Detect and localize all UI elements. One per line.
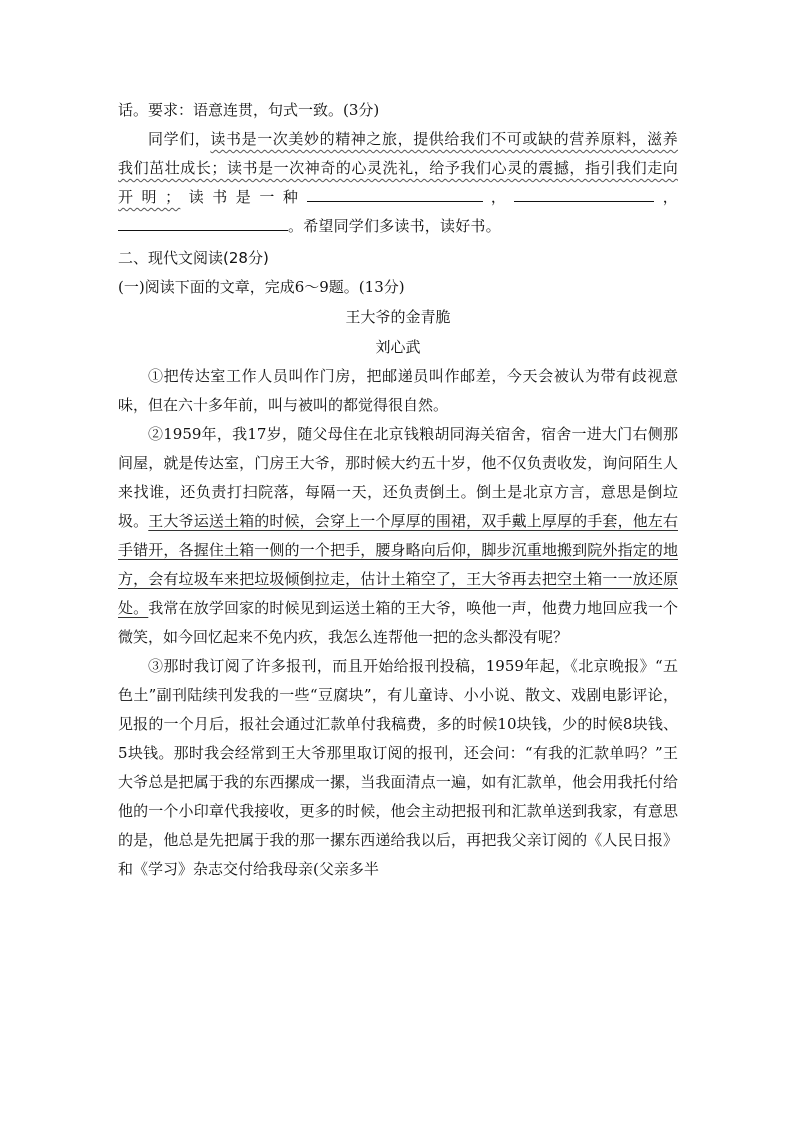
q5-lead: 同学们， xyxy=(148,130,211,148)
page-content xyxy=(118,96,678,884)
paragraph-2-opening: ②1959年，我17岁，随父母住在北京钱粮胡同海关宿舍，宿舍一进大门右侧那间屋，就是传达室，门房王大爷，那时候大约五十岁，他不仅负责收发，询问陌生人来找谁，还负责打扫院落，每隔一天，还负责倒土。倒土是北京方言，意思是倒垃圾。 xyxy=(118,425,678,530)
q5-ending: 。希望同学们多读书，读好书。 xyxy=(288,217,501,235)
article-paragraph-3: ③那时我订阅了许多报刊，而且开始给报刊投稿，1959年起，《北京晚报》“五色土”副刊陆续刊发我的一些“豆腐块”，有儿童诗、小小说、散文、戏剧电影评论，见报的一个月后，报社会通过汇款单付我稿费，多的时候10块钱，少的时候8块钱、5块钱。那时我会经常到王大爷那里取订阅的报刊，还会问：“有我的汇款单吗？”王大爷总是把属于我的东西摞成一摞，当我面清点一遍，如有汇款单，他会用我托付给他的一个小印章代我接收，更多的时候，他会主动把报刊和汇款单送到我家，有意思的是，他总是先把属于我的那一摞东西递给我以后，再把我父亲订阅的《人民日报》和《学习》杂志交付给我母亲(父亲多半 xyxy=(118,657,678,878)
section-heading: 二、现代文阅读(28分) xyxy=(118,249,269,267)
answer-blank-3[interactable] xyxy=(118,213,288,231)
q5-comma-2: ， xyxy=(654,188,678,206)
q5-comma-1: ， xyxy=(482,188,515,206)
article-author: 刘心武 xyxy=(375,338,421,356)
section-subheading: (一)阅读下面的文章，完成6～9题。(13分) xyxy=(118,278,405,296)
answer-blank-1[interactable] xyxy=(307,184,483,202)
article-title: 王大爷的金青脆 xyxy=(345,308,451,326)
article-paragraph-1: ①把传达室工作人员叫作门房，把邮递员叫作邮差，今天会被认为带有歧视意味，但在六十多年前，叫与被叫的都觉得很自然。 xyxy=(118,367,678,414)
article-paragraph-2 xyxy=(118,420,678,652)
paragraph-2-closing: 我常在放学回家的时候见到运送土箱的王大爷，唤他一声，他费力地回应我一个微笑，如今回忆起来不免内疚，我怎么连帮他一把的念头都没有呢？ xyxy=(118,599,678,646)
q5-passage xyxy=(118,125,678,241)
q5-example-sentences: 读书是一次美妙的精神之旅，提供给我们不可或缺的营养原料，滋养我们茁壮成长；读书是一次神奇的心灵洗礼，给予我们心灵的震撼，指引我们走向开明； xyxy=(118,130,678,206)
q5-requirement: 话。要求：语意连贯，句式一致。(3分) xyxy=(118,101,380,119)
q5-prompt-tail: 读书是一种 xyxy=(180,188,307,206)
paragraph-2-underlined-passage: 王大爷运送土箱的时候，会穿上一个厚厚的围裙，双手戴上厚厚的手套，他左右手错开，各握住土箱一侧的一个把手，腰身略向后仰，脚步沉重地搬到院外指定的地方，会有垃圾车来把垃圾倾倒拉走，估计土箱空了，王大爷再去把空土箱一一放还原处。 xyxy=(118,512,678,617)
answer-blank-2[interactable] xyxy=(514,184,654,202)
